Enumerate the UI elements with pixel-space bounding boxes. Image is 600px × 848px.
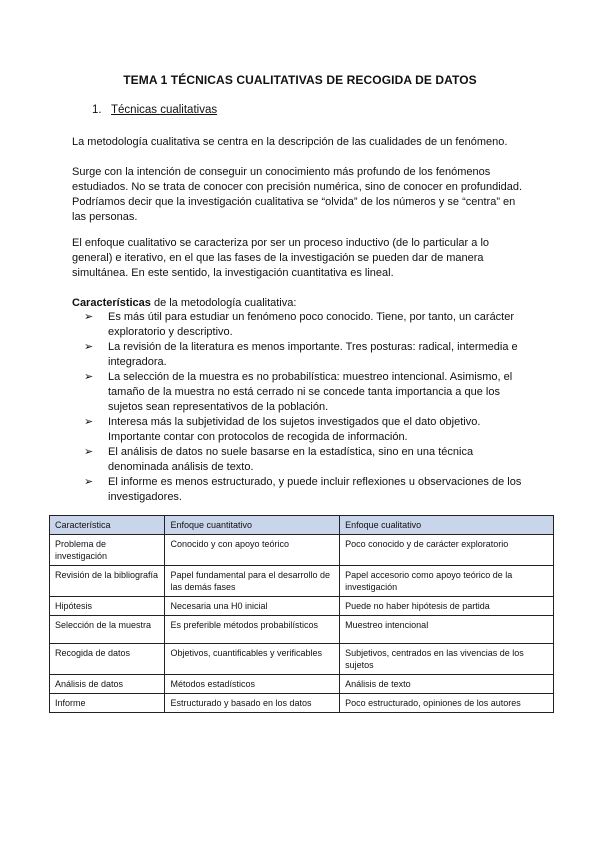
list-item-text: El informe es menos estructurado, y puede incluir reflexiones u observaciones de los investigadores. [108, 476, 522, 503]
arrow-bullet-icon: ➢ [84, 311, 94, 323]
table-cell: Análisis de datos [50, 675, 165, 694]
table-row [50, 566, 554, 597]
table-row [50, 675, 554, 694]
table-header-cell: Enfoque cuantitativo [165, 516, 340, 535]
table-cell: Puede no haber hipótesis de partida [340, 597, 554, 616]
table-cell: Muestreo intencional [340, 616, 554, 644]
table-header-cell: Enfoque cualitativo [340, 516, 554, 535]
table-cell: Revisión de la bibliografía [50, 566, 165, 597]
list-item-text: La revisión de la literatura es menos importante. Tres posturas: radical, intermedia e integradora. [108, 341, 518, 368]
table-cell: Problema de investigación [50, 535, 165, 566]
list-item [84, 475, 534, 505]
table-row [50, 597, 554, 616]
list-item [84, 445, 534, 475]
paragraph-1: La metodología cualitativa se centra en la descripción de las cualidades de un fenómeno. [72, 136, 508, 148]
section-heading [92, 104, 217, 116]
comparison-table [49, 515, 554, 713]
table-row [50, 644, 554, 675]
paragraph-characteristics [72, 296, 532, 311]
document-title: TEMA 1 TÉCNICAS CUALITATIVAS DE RECOGIDA DE DATOS [123, 73, 477, 87]
arrow-bullet-icon: ➢ [84, 341, 94, 353]
table-cell: Hipótesis [50, 597, 165, 616]
arrow-bullet-icon: ➢ [84, 446, 94, 458]
table-cell: Es preferible métodos probabilísticos [165, 616, 340, 644]
table-row [50, 535, 554, 566]
table-cell: Conocido y con apoyo teórico [165, 535, 340, 566]
table-cell: Papel accesorio como apoyo teórico de la investigación [340, 566, 554, 597]
table-header-row [50, 516, 554, 535]
arrow-bullet-icon: ➢ [84, 371, 94, 383]
paragraph-2: Surge con la intención de conseguir un conocimiento más profundo de los fenómenos estudiados. No se trata de conocer con precisión numérica, sino de conocer en profundidad. Podríamos decir que la investigación cualitativa se “olvida” de los números y se “centra” en las personas. [72, 166, 523, 223]
table-cell: Recogida de datos [50, 644, 165, 675]
list-item-text: El análisis de datos no suele basarse en la estadística, sino en una técnica denominada análisis de texto. [108, 446, 474, 473]
table-row [50, 694, 554, 713]
list-item [84, 370, 534, 415]
arrow-bullet-icon: ➢ [84, 476, 94, 488]
table-cell: Métodos estadísticos [165, 675, 340, 694]
section-number: 1. [92, 104, 102, 116]
characteristics-list [84, 310, 534, 505]
table-cell: Informe [50, 694, 165, 713]
table-cell: Estructurado y basado en los datos [165, 694, 340, 713]
table-cell: Necesaria una H0 inicial [165, 597, 340, 616]
paragraph-3: El enfoque cualitativo se caracteriza por ser un proceso inductivo (de lo particular a lo general) e iterativo, en el que las fases de la investigación se pueden dar de manera simultánea. En este sentido, la investigación cuantitativa es lineal. [72, 237, 490, 279]
list-item-text: La selección de la muestra es no probabilística: muestreo intencional. Asimismo, el tamaño de la muestra no está cerrado ni se concede tanta importancia a que los sujetos sean representativos de la población. [108, 371, 513, 413]
table-cell: Poco conocido y de carácter exploratorio [340, 535, 554, 566]
table-cell: Análisis de texto [340, 675, 554, 694]
list-item [84, 415, 534, 445]
table-row [50, 616, 554, 644]
table-header-cell: Característica [50, 516, 165, 535]
section-label: Técnicas cualitativas [111, 104, 218, 116]
list-item-text: Interesa más la subjetividad de los sujetos investigados que el dato objetivo. Importante contar con protocolos de recogida de información. [108, 416, 481, 443]
table-cell: Papel fundamental para el desarrollo de las demás fases [165, 566, 340, 597]
characteristics-rest: de la metodología cualitativa: [150, 297, 297, 309]
arrow-bullet-icon: ➢ [84, 416, 94, 428]
list-item [84, 340, 534, 370]
table-cell: Objetivos, cuantificables y verificables [165, 644, 340, 675]
characteristics-bold: Características [72, 297, 151, 309]
table-cell: Poco estructurado, opiniones de los autores [340, 694, 554, 713]
table-cell: Selección de la muestra [50, 616, 165, 644]
table-cell: Subjetivos, centrados en las vivencias de los sujetos [340, 644, 554, 675]
list-item-text: Es más útil para estudiar un fenómeno poco conocido. Tiene, por tanto, un carácter exploratorio y descriptivo. [108, 311, 515, 338]
list-item [84, 310, 534, 340]
